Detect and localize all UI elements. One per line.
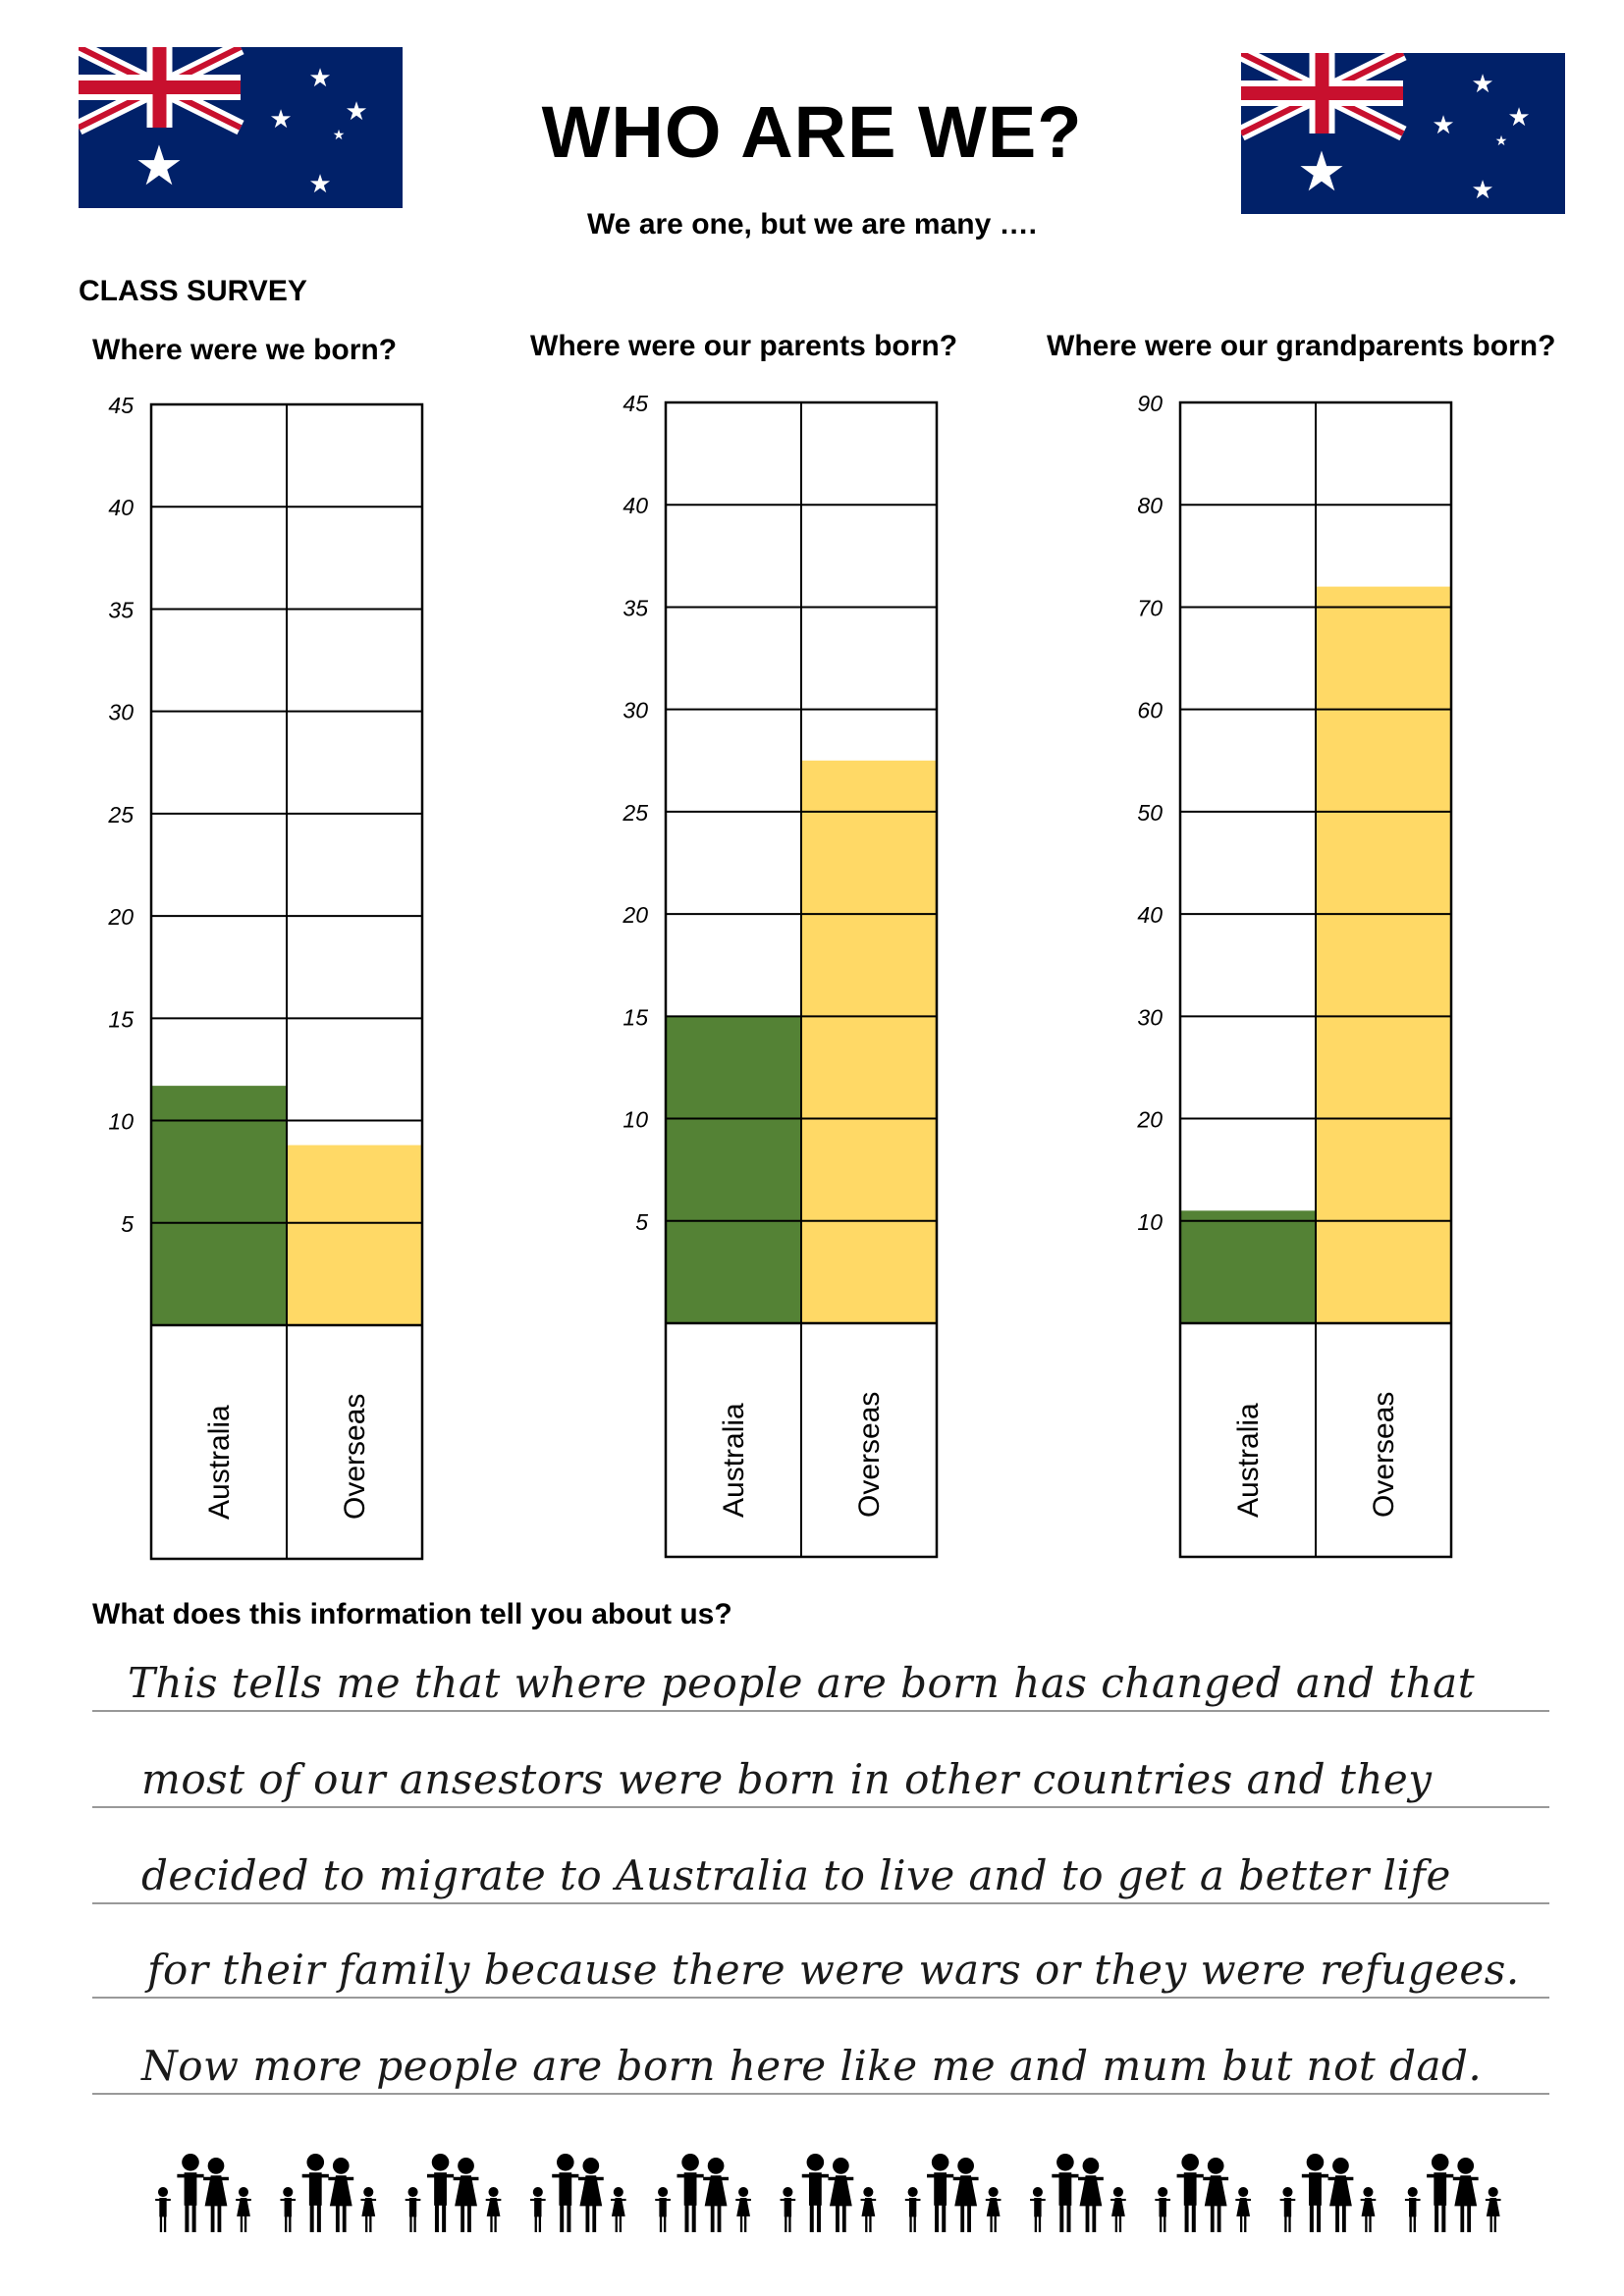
y-tick-label: 20 bbox=[1137, 1106, 1163, 1133]
svg-text:★: ★ bbox=[134, 134, 185, 198]
y-tick-label: 30 bbox=[623, 697, 648, 723]
family-group-icon bbox=[1405, 2154, 1501, 2232]
y-tick-label: 45 bbox=[623, 391, 648, 416]
chart-1-title: Where were we born? bbox=[92, 334, 398, 366]
svg-text:★: ★ bbox=[1507, 103, 1531, 133]
y-tick-label: 70 bbox=[1137, 595, 1163, 621]
section-label: CLASS SURVEY bbox=[79, 275, 307, 307]
writing-line bbox=[92, 1710, 1549, 1712]
category-label: Overseas bbox=[853, 1391, 886, 1518]
family-group-icon bbox=[1155, 2154, 1251, 2232]
y-tick-label: 25 bbox=[108, 801, 134, 828]
y-tick-label: 50 bbox=[1137, 799, 1163, 826]
bar-overseas bbox=[801, 761, 937, 1323]
family-group-icon bbox=[905, 2154, 1001, 2232]
family-group-icon bbox=[406, 2154, 502, 2232]
family-group-icon bbox=[1280, 2154, 1377, 2232]
svg-text:★: ★ bbox=[269, 105, 293, 134]
y-tick-label: 40 bbox=[623, 493, 648, 519]
y-tick-label: 30 bbox=[108, 699, 134, 725]
bar-australia bbox=[666, 1016, 801, 1323]
svg-text:★: ★ bbox=[1432, 111, 1455, 140]
y-tick-label: 40 bbox=[108, 495, 134, 521]
family-group-icon bbox=[280, 2154, 376, 2232]
y-tick-label: 40 bbox=[1137, 902, 1163, 929]
y-tick-label: 30 bbox=[1137, 1004, 1163, 1031]
svg-text:★: ★ bbox=[1471, 70, 1494, 99]
handwritten-line-1: This tells me that where people are born has changed and that bbox=[128, 1659, 1476, 1707]
category-label: Australia bbox=[718, 1403, 750, 1518]
category-label: Overseas bbox=[339, 1393, 371, 1520]
y-tick-label: 5 bbox=[635, 1208, 648, 1235]
y-tick-label: 15 bbox=[108, 1006, 134, 1033]
svg-text:★: ★ bbox=[332, 128, 346, 143]
bar-australia bbox=[1180, 1210, 1316, 1323]
svg-text:★: ★ bbox=[308, 64, 332, 93]
writing-line bbox=[92, 1997, 1549, 1999]
handwritten-line-2: most of our ansestors were born in other countries and they bbox=[141, 1755, 1433, 1803]
y-tick-label: 5 bbox=[121, 1210, 134, 1237]
chart-2-title: Where were our parents born? bbox=[530, 330, 958, 362]
bar-overseas bbox=[1316, 587, 1451, 1323]
category-label: Australia bbox=[203, 1405, 236, 1520]
bar-australia bbox=[151, 1086, 287, 1325]
handwritten-line-4: for their family because there were wars or they were refugees. bbox=[147, 1946, 1520, 1994]
writing-line bbox=[92, 1806, 1549, 1808]
page-subtitle: We are one, but we are many …. bbox=[587, 208, 1037, 240]
y-tick-label: 80 bbox=[1137, 493, 1163, 519]
svg-text:★: ★ bbox=[345, 97, 368, 127]
family-group-icon bbox=[655, 2154, 751, 2232]
y-tick-label: 25 bbox=[623, 799, 648, 826]
family-row bbox=[137, 2146, 1512, 2234]
chart-3-title: Where were our grandparents born? bbox=[1047, 330, 1556, 362]
y-tick-label: 35 bbox=[108, 597, 134, 623]
handwritten-line-3: decided to migrate to Australia to live and to get a better life bbox=[141, 1851, 1451, 1899]
y-tick-label: 15 bbox=[623, 1004, 648, 1031]
y-tick-label: 45 bbox=[108, 393, 134, 418]
page-title: WHO ARE WE? bbox=[541, 91, 1083, 173]
bar-overseas bbox=[287, 1146, 422, 1325]
writing-line bbox=[92, 2093, 1549, 2095]
y-tick-label: 10 bbox=[108, 1108, 134, 1135]
category-label: Australia bbox=[1232, 1403, 1265, 1518]
family-group-icon bbox=[155, 2154, 251, 2232]
family-group-icon bbox=[530, 2154, 626, 2232]
writing-line bbox=[92, 1902, 1549, 1904]
category-label: Overseas bbox=[1368, 1391, 1400, 1518]
y-tick-label: 90 bbox=[1137, 391, 1163, 416]
y-tick-label: 35 bbox=[623, 595, 648, 621]
y-tick-label: 20 bbox=[623, 902, 648, 929]
family-group-icon bbox=[1030, 2154, 1126, 2232]
y-tick-label: 10 bbox=[1137, 1208, 1163, 1235]
svg-text:★: ★ bbox=[1296, 140, 1347, 204]
y-tick-label: 10 bbox=[623, 1106, 648, 1133]
question-label: What does this information tell you about us? bbox=[92, 1598, 732, 1630]
family-group-icon bbox=[781, 2154, 877, 2232]
handwritten-line-5: Now more people are born here like me and mum but not dad. bbox=[141, 2042, 1483, 2090]
y-tick-label: 20 bbox=[108, 904, 134, 931]
svg-text:★: ★ bbox=[1494, 133, 1508, 149]
y-tick-label: 60 bbox=[1137, 697, 1163, 723]
svg-text:★: ★ bbox=[1471, 176, 1494, 205]
svg-text:★: ★ bbox=[308, 170, 332, 199]
